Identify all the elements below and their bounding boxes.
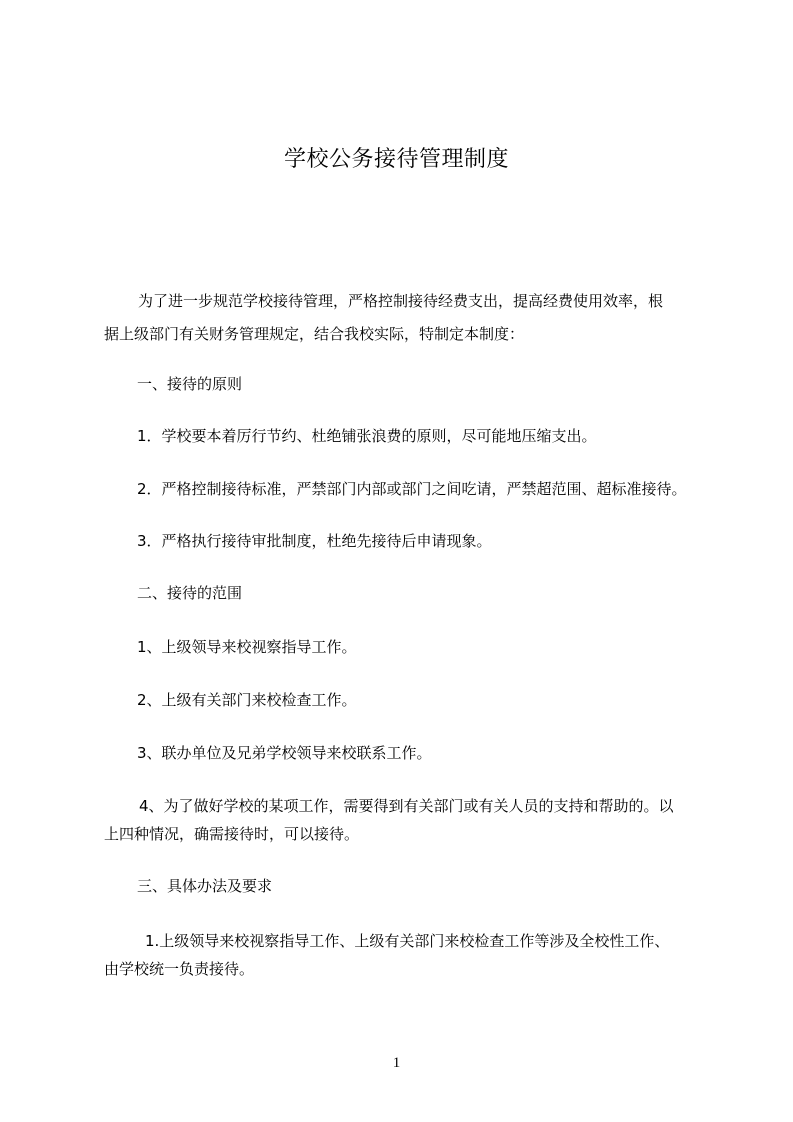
principle-item-3: 3．严格执行接待审批制度，杜绝先接待后申请现象。 (137, 532, 492, 550)
scope-item-2: 2、上级有关部门来校检查工作。 (137, 691, 357, 709)
scope-item-4-line1: 4、为了做好学校的某项工作，需要得到有关部门或有关人员的支持和帮助的。以 (139, 797, 674, 815)
scope-item-4-line2: 上四种情况，确需接待时，可以接待。 (104, 825, 360, 843)
scope-item-1: 1、上级领导来校视察指导工作。 (137, 638, 357, 656)
section-heading-principles: 一、接待的原则 (137, 375, 243, 393)
scope-item-3: 3、联办单位及兄弟学校领导来校联系工作。 (137, 744, 432, 762)
method-item-1-line2: 由学校统一负责接待。 (104, 960, 255, 978)
intro-paragraph-line1: 为了进一步规范学校接待管理，严格控制接待经费支出，提高经费使用效率，根 (138, 292, 664, 310)
section-heading-methods: 三、具体办法及要求 (137, 877, 273, 895)
method-item-1-line1: 1.上级领导来校视察指导工作、上级有关部门来校检查工作等涉及全校性工作、 (145, 932, 670, 950)
section-heading-scope: 二、接待的范围 (137, 584, 243, 602)
page-number: 1 (392, 1055, 401, 1071)
principle-item-1: 1．学校要本着厉行节约、杜绝铺张浪费的原则，尽可能地压缩支出。 (137, 427, 597, 445)
document-title: 学校公务接待管理制度 (283, 147, 509, 172)
intro-paragraph-line2: 据上级部门有关财务管理规定，结合我校实际，特制定本制度： (104, 325, 525, 343)
principle-item-2: 2．严格控制接待标准，严禁部门内部或部门之间吃请，严禁超范围、超标准接待。 (137, 480, 687, 498)
